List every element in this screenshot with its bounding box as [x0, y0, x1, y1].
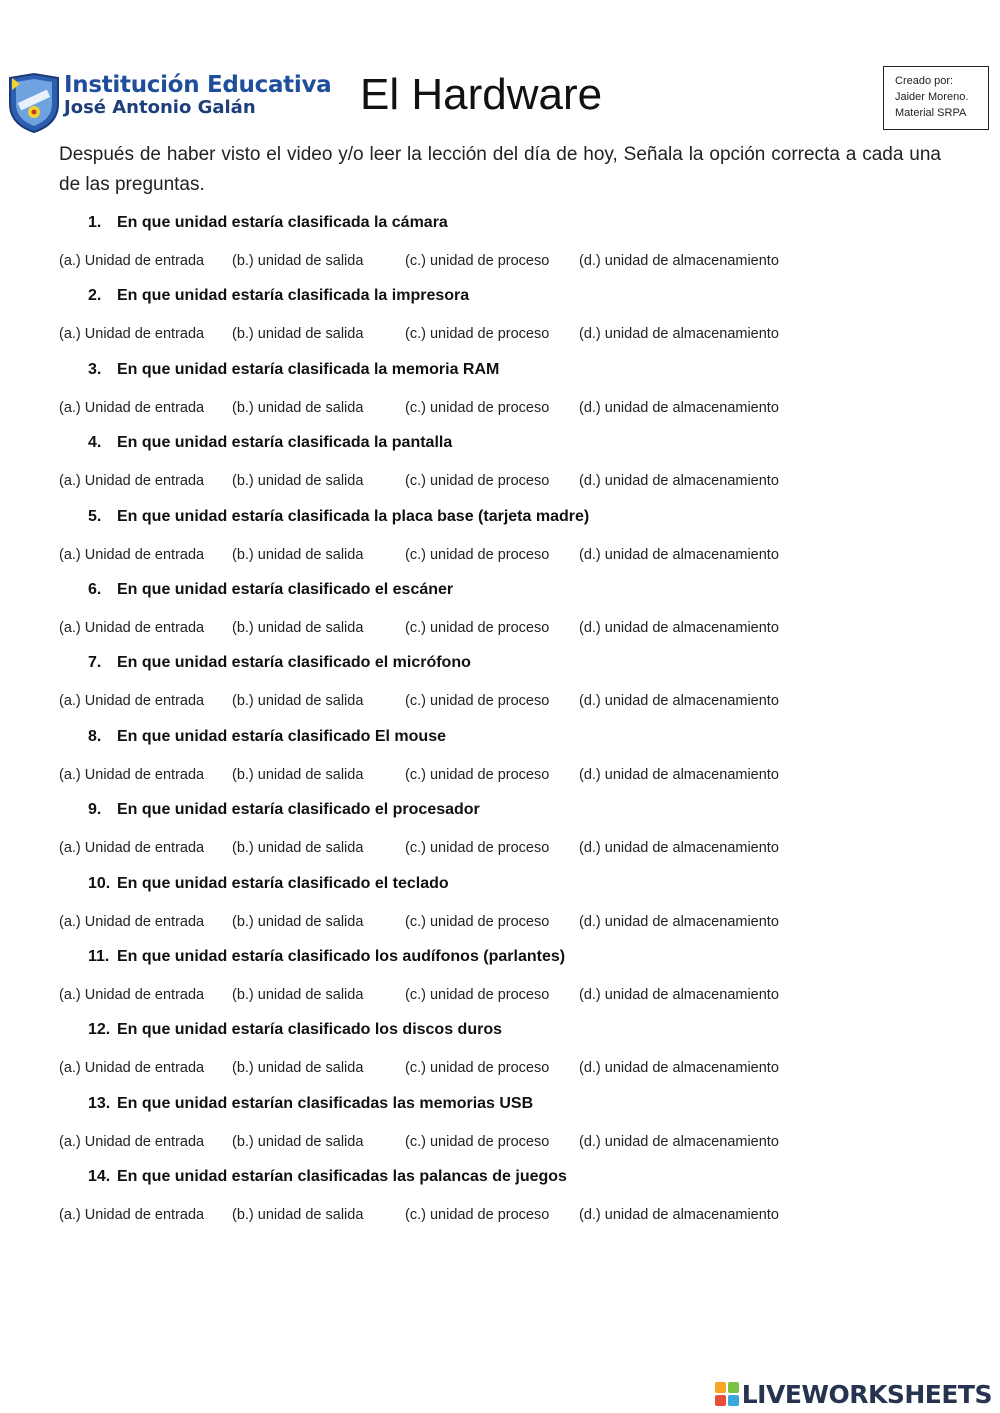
q6-option-b[interactable]: (b.) unidad de salida	[232, 619, 364, 636]
q4-option-b[interactable]: (b.) unidad de salida	[232, 473, 364, 490]
question-text: En que unidad estaría clasificado el teclado	[117, 874, 449, 892]
question-title	[88, 801, 480, 819]
question-text: En que unidad estaría clasificada la impresora	[117, 287, 470, 305]
school-shield-icon	[6, 72, 62, 134]
q6-option-d[interactable]: (d.) unidad de almacenamiento	[579, 619, 779, 636]
question-2	[0, 281, 1000, 354]
q2-option-c[interactable]: (c.) unidad de proceso	[405, 326, 550, 343]
question-title	[88, 287, 469, 305]
q4-option-d[interactable]: (d.) unidad de almacenamiento	[579, 473, 779, 490]
q2-option-a[interactable]: (a.) Unidad de entrada	[59, 326, 205, 343]
q8-option-c[interactable]: (c.) unidad de proceso	[405, 766, 550, 783]
school-name-line1: Institución Educativa	[64, 72, 332, 98]
q8-option-b[interactable]: (b.) unidad de salida	[232, 766, 364, 783]
question-number: 3.	[88, 360, 102, 378]
q3-option-a[interactable]: (a.) Unidad de entrada	[59, 399, 205, 416]
question-12	[0, 1015, 1000, 1088]
q1-option-c[interactable]: (c.) unidad de proceso	[405, 253, 550, 269]
liveworksheets-brand	[715, 1380, 992, 1408]
question-text: En que unidad estaría clasificado el procesador	[117, 801, 480, 819]
credit-line-2: Jaider Moreno.	[895, 91, 969, 103]
liveworksheets-wordmark: LIVEWORKSHEETS	[741, 1379, 992, 1409]
q2-option-d[interactable]: (d.) unidad de almacenamiento	[579, 326, 779, 343]
question-text: En que unidad estaría clasificado los audífonos (parlantes)	[117, 947, 566, 965]
q2-option-b[interactable]: (b.) unidad de salida	[232, 326, 364, 343]
question-5	[0, 502, 1000, 575]
question-1	[0, 208, 1000, 281]
q7-option-a[interactable]: (a.) Unidad de entrada	[59, 693, 205, 710]
question-10	[0, 869, 1000, 942]
q1-option-d[interactable]: (d.) unidad de almacenamiento	[579, 253, 779, 269]
question-title	[88, 728, 446, 746]
q7-option-d[interactable]: (d.) unidad de almacenamiento	[579, 693, 779, 710]
q3-option-d[interactable]: (d.) unidad de almacenamiento	[579, 399, 779, 416]
q9-option-a[interactable]: (a.) Unidad de entrada	[59, 840, 205, 857]
q14-option-d[interactable]: (d.) unidad de almacenamiento	[579, 1207, 779, 1224]
question-number: 14.	[88, 1168, 111, 1186]
question-title	[88, 1095, 533, 1113]
q12-option-c[interactable]: (c.) unidad de proceso	[405, 1060, 550, 1077]
q10-option-a[interactable]: (a.) Unidad de entrada	[59, 913, 205, 930]
q8-option-a[interactable]: (a.) Unidad de entrada	[59, 766, 205, 783]
question-7	[0, 648, 1000, 721]
q7-option-c[interactable]: (c.) unidad de proceso	[405, 693, 550, 710]
q12-option-a[interactable]: (a.) Unidad de entrada	[59, 1060, 205, 1077]
question-text: En que unidad estaría clasificada la placa base (tarjeta madre)	[117, 507, 590, 525]
instructions-text: Después de haber visto el video y/o leer la lección del día de hoy, Señala la opción correcta a cada una de las preguntas.	[59, 144, 941, 195]
credit-line-3: Material SRPA	[895, 107, 967, 119]
q10-option-d[interactable]: (d.) unidad de almacenamiento	[579, 913, 779, 930]
question-title	[88, 948, 565, 966]
question-14	[0, 1162, 1000, 1235]
question-text: En que unidad estaría clasificado el micrófono	[117, 654, 471, 672]
question-title	[88, 654, 471, 672]
q13-option-c[interactable]: (c.) unidad de proceso	[405, 1133, 550, 1150]
q12-option-d[interactable]: (d.) unidad de almacenamiento	[579, 1060, 779, 1077]
question-number: 6.	[88, 580, 102, 598]
question-number: 7.	[88, 654, 102, 672]
question-title	[88, 508, 589, 526]
q12-option-b[interactable]: (b.) unidad de salida	[232, 1060, 364, 1077]
q11-option-c[interactable]: (c.) unidad de proceso	[405, 986, 550, 1003]
question-title	[88, 361, 499, 379]
question-number: 1.	[88, 214, 102, 231]
question-6	[0, 575, 1000, 648]
question-text: En que unidad estaría clasificada la cámara	[117, 214, 448, 231]
q10-option-b[interactable]: (b.) unidad de salida	[232, 913, 364, 930]
question-number: 11.	[88, 947, 110, 965]
q4-option-a[interactable]: (a.) Unidad de entrada	[59, 473, 205, 490]
q10-option-c[interactable]: (c.) unidad de proceso	[405, 913, 550, 930]
question-3	[0, 355, 1000, 428]
school-name-line2: José Antonio Galán	[64, 97, 256, 118]
q14-option-a[interactable]: (a.) Unidad de entrada	[59, 1207, 205, 1224]
question-9	[0, 795, 1000, 868]
question-title	[88, 581, 453, 599]
q8-option-d[interactable]: (d.) unidad de almacenamiento	[579, 766, 779, 783]
q14-option-b[interactable]: (b.) unidad de salida	[232, 1207, 364, 1224]
school-logo	[6, 72, 336, 134]
q9-option-b[interactable]: (b.) unidad de salida	[232, 840, 364, 857]
q6-option-c[interactable]: (c.) unidad de proceso	[405, 619, 550, 636]
q14-option-c[interactable]: (c.) unidad de proceso	[405, 1207, 550, 1224]
question-text: En que unidad estaría clasificada la memoria RAM	[117, 360, 500, 378]
q3-option-c[interactable]: (c.) unidad de proceso	[405, 399, 550, 416]
question-number: 2.	[88, 287, 102, 305]
question-number: 4.	[88, 434, 102, 452]
question-13	[0, 1089, 1000, 1162]
q1-option-a[interactable]: (a.) Unidad de entrada	[59, 253, 205, 269]
question-title	[88, 875, 449, 893]
q4-option-c[interactable]: (c.) unidad de proceso	[405, 473, 550, 490]
question-title	[88, 214, 448, 232]
q1-option-b[interactable]: (b.) unidad de salida	[232, 253, 364, 269]
q11-option-b[interactable]: (b.) unidad de salida	[232, 986, 364, 1003]
q5-option-c[interactable]: (c.) unidad de proceso	[405, 546, 550, 563]
question-text: En que unidad estaría clasificado los discos duros	[117, 1021, 502, 1039]
question-number: 5.	[88, 507, 102, 525]
liveworksheets-logo-icon	[715, 1382, 739, 1406]
q5-option-b[interactable]: (b.) unidad de salida	[232, 546, 364, 563]
question-title	[88, 1021, 502, 1039]
q13-option-a[interactable]: (a.) Unidad de entrada	[59, 1133, 205, 1150]
question-number: 9.	[88, 801, 102, 819]
question-8	[0, 722, 1000, 795]
page-title: El Hardware	[360, 70, 603, 119]
question-text: En que unidad estarían clasificadas las memorias USB	[117, 1094, 534, 1112]
question-number: 13.	[88, 1094, 111, 1112]
q11-option-d[interactable]: (d.) unidad de almacenamiento	[579, 986, 779, 1003]
question-number: 10.	[88, 874, 111, 892]
question-text: En que unidad estaría clasificado el escáner	[117, 580, 454, 598]
question-title	[88, 434, 452, 452]
question-text: En que unidad estarían clasificadas las palancas de juegos	[117, 1168, 567, 1186]
q3-option-b[interactable]: (b.) unidad de salida	[232, 399, 364, 416]
question-11	[0, 942, 1000, 1015]
q13-option-d[interactable]: (d.) unidad de almacenamiento	[579, 1133, 779, 1150]
credit-line-1: Creado por:	[895, 75, 954, 87]
question-4	[0, 428, 1000, 501]
q9-option-d[interactable]: (d.) unidad de almacenamiento	[579, 840, 779, 857]
credit-box	[883, 66, 989, 130]
question-title	[88, 1168, 567, 1186]
q6-option-a[interactable]: (a.) Unidad de entrada	[59, 619, 205, 636]
question-list	[0, 208, 1000, 1235]
question-text: En que unidad estaría clasificado El mouse	[117, 727, 446, 745]
question-number: 8.	[88, 727, 102, 745]
q11-option-a[interactable]: (a.) Unidad de entrada	[59, 986, 205, 1003]
q9-option-c[interactable]: (c.) unidad de proceso	[405, 840, 550, 857]
q5-option-a[interactable]: (a.) Unidad de entrada	[59, 546, 205, 563]
q7-option-b[interactable]: (b.) unidad de salida	[232, 693, 364, 710]
question-text: En que unidad estaría clasificada la pantalla	[117, 434, 453, 452]
q13-option-b[interactable]: (b.) unidad de salida	[232, 1133, 364, 1150]
q5-option-d[interactable]: (d.) unidad de almacenamiento	[579, 546, 779, 563]
question-number: 12.	[88, 1021, 111, 1039]
